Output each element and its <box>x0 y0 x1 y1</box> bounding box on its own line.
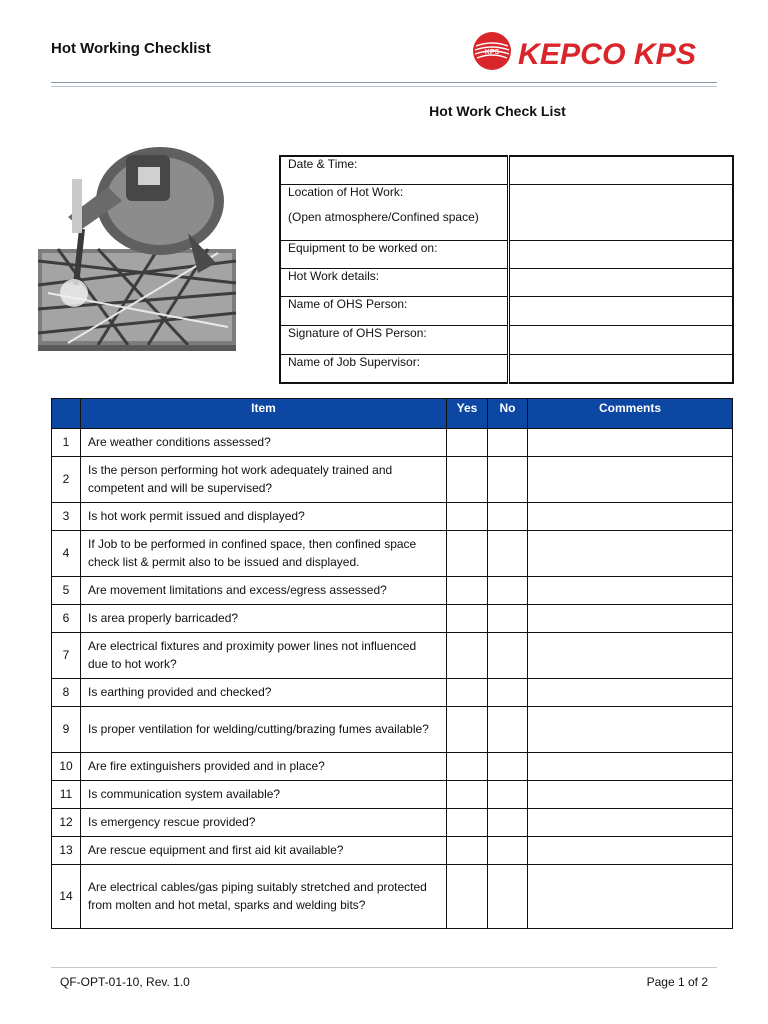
checklist-row <box>52 679 733 707</box>
checklist-yes-cell[interactable] <box>447 429 488 457</box>
checklist-no-cell[interactable] <box>488 503 528 531</box>
checklist-row-number: 11 <box>52 781 81 809</box>
checklist-row-item: Are weather conditions assessed? <box>81 429 447 457</box>
checklist-row-number: 12 <box>52 809 81 837</box>
checklist-row-number: 5 <box>52 577 81 605</box>
checklist-row-item: Is earthing provided and checked? <box>81 679 447 707</box>
location-label <box>280 184 509 240</box>
checklist-row <box>52 809 733 837</box>
checklist-row-item: Are movement limitations and excess/egress assessed? <box>81 577 447 605</box>
checklist-comments-cell[interactable] <box>528 577 733 605</box>
checklist-row <box>52 633 733 679</box>
checklist-comments-cell[interactable] <box>528 679 733 707</box>
checklist-no-cell[interactable] <box>488 429 528 457</box>
checklist-row-item: Are electrical cables/gas piping suitably stretched and protected from molten and hot metal, sparks and welding bits? <box>81 865 447 929</box>
checklist-yes-cell[interactable] <box>447 707 488 753</box>
kepco-kps-logo <box>470 30 700 72</box>
header-rule <box>51 82 717 83</box>
equipment-field[interactable] <box>509 240 734 268</box>
checklist-no-cell[interactable] <box>488 605 528 633</box>
ohs-signature-label: Signature of OHS Person: <box>280 325 509 354</box>
checklist-row-item: If Job to be performed in confined space, then confined space check list & permit also to be issued and displayed. <box>81 531 447 577</box>
checklist-row-number: 1 <box>52 429 81 457</box>
checklist-yes-cell[interactable] <box>447 577 488 605</box>
ohs-person-name-label: Name of OHS Person: <box>280 296 509 325</box>
checklist-yes-cell[interactable] <box>447 837 488 865</box>
checklist-comments-cell[interactable] <box>528 707 733 753</box>
header-title: Hot Working Checklist <box>51 40 211 57</box>
checklist-row-item: Are rescue equipment and first aid kit available? <box>81 837 447 865</box>
checklist-comments-cell[interactable] <box>528 503 733 531</box>
checklist-row-number: 3 <box>52 503 81 531</box>
ohs-signature-field[interactable] <box>509 325 734 354</box>
checklist-row-item: Is the person performing hot work adequately trained and competent and will be supervised? <box>81 457 447 503</box>
checklist-row <box>52 457 733 503</box>
header-rule-secondary <box>51 86 717 87</box>
checklist-row-number: 13 <box>52 837 81 865</box>
location-note: (Open atmosphere/Confined space) <box>288 209 479 224</box>
checklist-no-cell[interactable] <box>488 679 528 707</box>
checklist-yes-cell[interactable] <box>447 781 488 809</box>
checklist-row <box>52 865 733 929</box>
checklist-comments-cell[interactable] <box>528 753 733 781</box>
date-time-label: Date & Time: <box>280 156 509 184</box>
checklist-yes-cell[interactable] <box>447 753 488 781</box>
checklist-comments-cell[interactable] <box>528 865 733 929</box>
welder-illustration-icon <box>38 143 238 351</box>
checklist-row-number: 2 <box>52 457 81 503</box>
checklist-yes-cell[interactable] <box>447 457 488 503</box>
checklist-no-cell[interactable] <box>488 457 528 503</box>
checklist-row <box>52 707 733 753</box>
checklist-row-number: 4 <box>52 531 81 577</box>
checklist-row <box>52 577 733 605</box>
checklist-row-item: Is proper ventilation for welding/cutting/brazing fumes available? <box>81 707 447 753</box>
hot-work-details-label: Hot Work details: <box>280 268 509 296</box>
checklist-comments-cell[interactable] <box>528 531 733 577</box>
checklist-row-item: Is emergency rescue provided? <box>81 809 447 837</box>
checklist-yes-cell[interactable] <box>447 531 488 577</box>
checklist-row-number: 8 <box>52 679 81 707</box>
checklist-row <box>52 837 733 865</box>
checklist-row <box>52 753 733 781</box>
checklist-comments-cell[interactable] <box>528 605 733 633</box>
checklist-no-cell[interactable] <box>488 781 528 809</box>
checklist-no-cell[interactable] <box>488 531 528 577</box>
job-supervisor-field[interactable] <box>509 354 734 383</box>
checklist-yes-cell[interactable] <box>447 865 488 929</box>
checklist-row-number: 14 <box>52 865 81 929</box>
location-field[interactable] <box>509 184 734 240</box>
checklist-row-item: Are electrical fixtures and proximity power lines not influenced due to hot work? <box>81 633 447 679</box>
svg-text:KPS: KPS <box>484 49 500 56</box>
checklist-comments-cell[interactable] <box>528 633 733 679</box>
checklist-row <box>52 781 733 809</box>
page-number: Page 1 of 2 <box>646 975 708 989</box>
date-time-field[interactable] <box>509 156 734 184</box>
checklist-row <box>52 531 733 577</box>
checklist-row-number: 7 <box>52 633 81 679</box>
checklist-row-number: 6 <box>52 605 81 633</box>
checklist-row-item: Is hot work permit issued and displayed? <box>81 503 447 531</box>
checklist-yes-cell[interactable] <box>447 503 488 531</box>
checklist-row-number: 9 <box>52 707 81 753</box>
ohs-person-name-field[interactable] <box>509 296 734 325</box>
checklist-yes-cell[interactable] <box>447 679 488 707</box>
checklist-comments-cell[interactable] <box>528 457 733 503</box>
checklist-no-cell[interactable] <box>488 707 528 753</box>
checklist-yes-cell[interactable] <box>447 633 488 679</box>
col-header-item: Item <box>81 399 447 429</box>
form-code: QF-OPT-01-10, Rev. 1.0 <box>60 975 190 989</box>
checklist-row <box>52 503 733 531</box>
checklist-comments-cell[interactable] <box>528 837 733 865</box>
document-title: Hot Work Check List <box>429 103 566 119</box>
col-header-yes: Yes <box>447 399 488 429</box>
location-label-text: Location of Hot Work: <box>288 184 404 199</box>
checklist-no-cell[interactable] <box>488 753 528 781</box>
checklist-no-cell[interactable] <box>488 865 528 929</box>
checklist-no-cell[interactable] <box>488 577 528 605</box>
checklist-row-item: Are fire extinguishers provided and in place? <box>81 753 447 781</box>
footer-rule <box>51 967 717 968</box>
logo-emblem-icon <box>473 32 511 70</box>
checklist-no-cell[interactable] <box>488 633 528 679</box>
job-supervisor-label: Name of Job Supervisor: <box>280 354 509 383</box>
col-header-no: No <box>488 399 528 429</box>
checklist-yes-cell[interactable] <box>447 605 488 633</box>
checklist-row <box>52 605 733 633</box>
checklist-comments-cell[interactable] <box>528 781 733 809</box>
logo-wordmark: KEPCO KPS <box>518 38 696 71</box>
checklist-row-number: 10 <box>52 753 81 781</box>
hot-work-details-field[interactable] <box>509 268 734 296</box>
job-info-table <box>279 155 734 384</box>
checklist-row-item: Is area properly barricaded? <box>81 605 447 633</box>
checklist-yes-cell[interactable] <box>447 809 488 837</box>
checklist-header-row <box>52 399 733 429</box>
equipment-label: Equipment to be worked on: <box>280 240 509 268</box>
checklist-row <box>52 429 733 457</box>
checklist-comments-cell[interactable] <box>528 429 733 457</box>
checklist-comments-cell[interactable] <box>528 809 733 837</box>
hot-work-checklist-table <box>51 398 733 929</box>
col-header-number <box>52 399 81 429</box>
checklist-no-cell[interactable] <box>488 837 528 865</box>
checklist-no-cell[interactable] <box>488 809 528 837</box>
col-header-comments: Comments <box>528 399 733 429</box>
checklist-row-item: Is communication system available? <box>81 781 447 809</box>
